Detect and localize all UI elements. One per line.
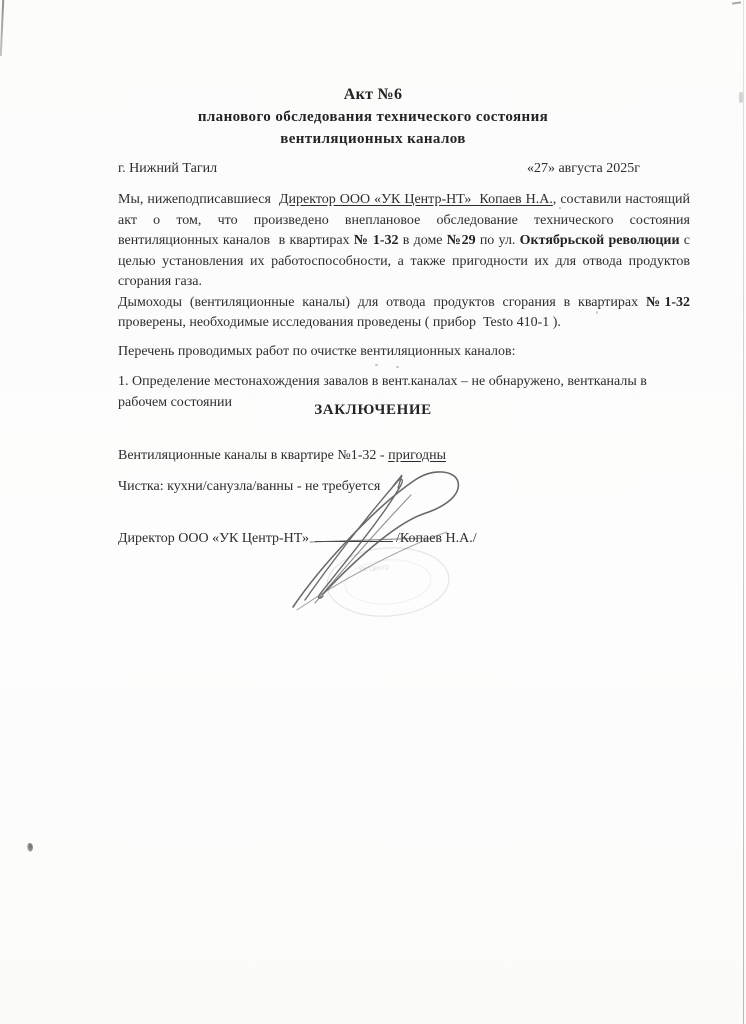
signature-name: /Копаев Н.А./ <box>395 531 477 546</box>
stamp-text: УК Центр <box>358 563 390 574</box>
signature-line <box>315 528 393 542</box>
conclusion-result-underlined: пригодны <box>388 448 447 463</box>
conclusion-heading: ЗАКЛЮЧЕНИЕ <box>314 402 432 418</box>
p1-mid2: по ул. <box>475 233 520 248</box>
p1-house-bold: №29 <box>446 233 476 248</box>
p1-tail: с целью установления их работоспособности, а также пригодности их для отвода продуктов сгорания газа. <box>118 233 694 289</box>
p1-intro: Мы, нижеподписавшиеся <box>118 192 279 207</box>
document-title <box>0 84 746 150</box>
p1-apartments-bold: № 1-32 <box>353 233 399 248</box>
cleaning-line: Чистка: кухни/санузла/ванны - не требуется <box>118 479 381 494</box>
scan-corner-tick <box>732 1 741 4</box>
ink-speck <box>27 843 33 852</box>
date-label: «27» августа 2025г <box>526 161 640 176</box>
p2-tail: проверены, необходимые исследования проведены ( прибор Testo 410-1 ). <box>118 294 694 330</box>
works-list-item-1: 1. Определение местонахождения завалов в вент.каналах – не обнаружено, вентканалы в рабочем состоянии <box>118 374 651 410</box>
signature-row <box>118 528 477 547</box>
scan-edge-right <box>743 0 744 1024</box>
title-line-2: планового обследования технического состояния <box>197 109 549 125</box>
p1-street-bold: Октябрьской революции <box>519 233 680 248</box>
p2-lead: Дымоходы (вентиляционные каналы) для отвода продуктов сгорания в квартирах <box>118 294 646 310</box>
p2-apartments-bold: №1-32 <box>645 294 690 310</box>
works-list-header: Перечень проводимых работ по очистке вентиляционных каналов: <box>118 343 516 359</box>
stamp-circle <box>322 543 454 619</box>
p1-mid1: в доме <box>398 233 447 248</box>
meta-row <box>118 161 690 177</box>
title-act-number: Акт №6 <box>343 86 403 103</box>
conclusion-line <box>118 448 446 464</box>
paragraph-chimneys <box>118 293 694 334</box>
paragraph-main <box>118 190 694 293</box>
p1-after-signatory: , составили настоящий акт о том, что произведено внеплановое обследование технического состояния вентиляционных каналов в квартирах <box>118 192 694 248</box>
conclusion-prefix: Вентиляционные каналы в квартире №1-32 - <box>118 448 389 463</box>
scan-edge-left <box>0 0 4 56</box>
document-body <box>118 190 694 413</box>
city-label: г. Нижний Тагил <box>118 161 218 176</box>
title-line-3: вентиляционных каналов <box>280 131 466 147</box>
p1-signatory-underlined: Директор ООО «УК Центр-НТ» Копаев Н.А. <box>278 192 553 207</box>
signature-label: Директор ООО «УК Центр-НТ» <box>118 531 309 546</box>
